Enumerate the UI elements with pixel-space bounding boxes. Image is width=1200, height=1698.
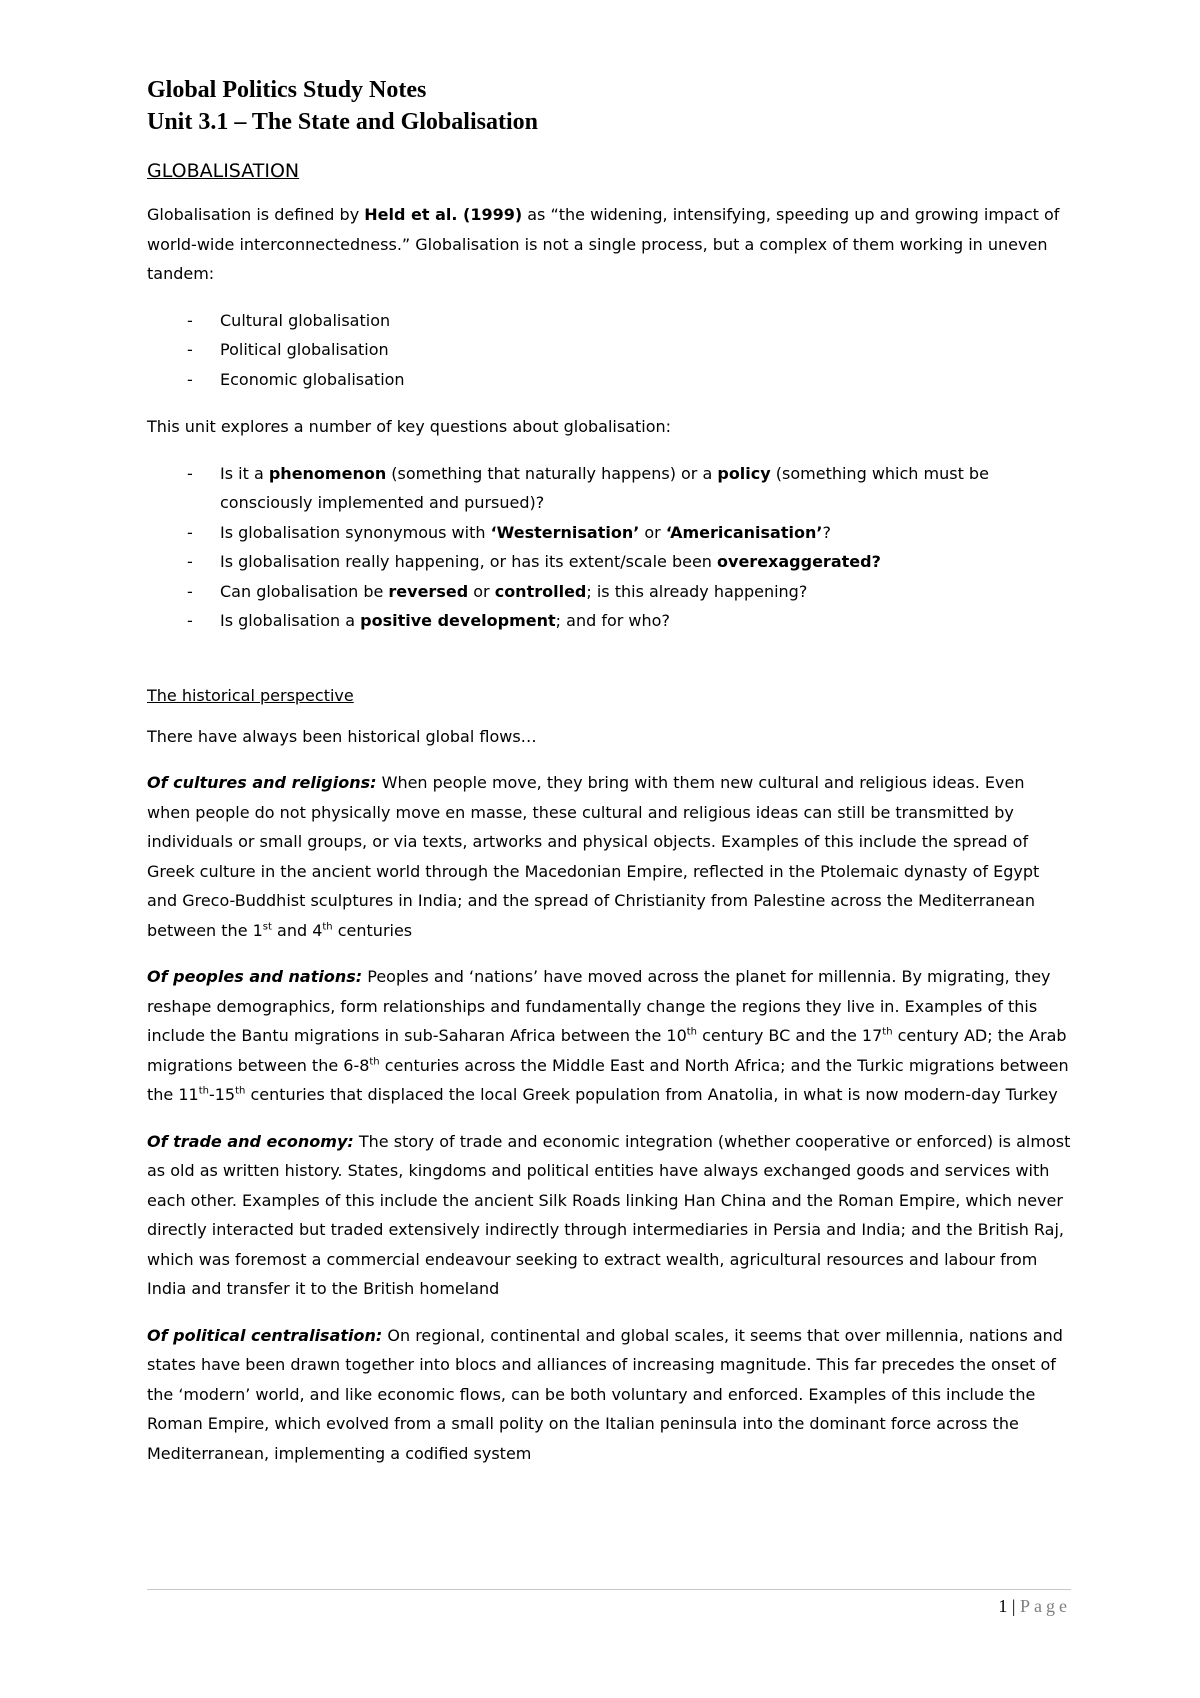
document-title — [147, 74, 1071, 138]
bold-text: reversed — [388, 581, 469, 601]
bold-text: Held et al. (1999) — [364, 205, 523, 224]
text-run: Peoples and ‘nations’ have moved across the planet for millennia. By migrating, they reshape demographics, form relationships and fundamentally change the regions they live in. Examples of this include the Bantu migrations in sub-Saharan Africa between the 10 — [147, 967, 1051, 1045]
dash-bullet: - — [187, 552, 193, 571]
text-run: or — [639, 522, 666, 542]
list-item — [147, 365, 1071, 395]
text-run: The story of trade and economic integration (whether cooperative or enforced) is almost as old as written history. States, kingdoms and political entities have always exchanged goods and services with each other. Examples of this include the ancient Silk Roads linking Han China and the Roman Empire, which never directly interacted but traded extensively indirectly through intermediaries in Persia and India; and the British Raj, which was foremost a commercial endeavour seeking to extract wealth, agricultural resources and labour from India and transfer it to the British homeland — [147, 1131, 1071, 1298]
paragraph-political — [147, 1321, 1071, 1469]
list-item — [147, 547, 1071, 577]
text-run: Is globalisation a — [220, 611, 361, 630]
bold-text: controlled — [494, 581, 587, 601]
text-run: On regional, continental and global scales, it seems that over millennia, nations and states have been drawn together into blocs and alliances of increasing magnitude. This far precedes the onset of the ‘modern’ world, and like economic flows, can be both voluntary and enforced. Examples of this include the Roman Empire, which evolved from a small polity on the Italian peninsula into the dominant force across the Mediterranean, implementing a codified system — [147, 1325, 1063, 1463]
dash-bullet: - — [187, 522, 193, 542]
section-heading-globalisation: GLOBALISATION — [147, 160, 300, 182]
list-item-text: Economic globalisation — [220, 369, 405, 389]
page-footer — [998, 1594, 1071, 1618]
superscript: th — [369, 1056, 380, 1068]
list-item — [147, 606, 1071, 636]
superscript: th — [686, 1026, 698, 1038]
list-item — [147, 577, 1071, 607]
list-item — [147, 306, 1071, 336]
footer-separator: | — [1007, 1596, 1020, 1616]
footer-divider — [147, 1589, 1071, 1590]
dash-bullet: - — [187, 369, 193, 389]
list-item-text: Cultural globalisation — [220, 310, 391, 330]
dash-bullet: - — [187, 581, 193, 601]
paragraph-trade — [147, 1127, 1071, 1304]
superscript: th — [198, 1085, 209, 1097]
dash-bullet: - — [187, 611, 193, 630]
text-run: centuries — [332, 920, 413, 940]
text-run: Can globalisation be — [220, 581, 389, 601]
text-run: or — [468, 581, 495, 601]
paragraph-label: Of political centralisation: — [147, 1325, 383, 1345]
subsection-heading-historical: The historical perspective — [147, 685, 354, 705]
paragraph-label: Of peoples and nations: — [147, 967, 363, 986]
text-run: Is globalisation synonymous with — [220, 522, 491, 542]
text-run: Is globalisation really happening, or has its extent/scale been — [220, 552, 718, 571]
bold-text: overexaggerated? — [717, 552, 881, 571]
text-run: ? — [822, 522, 831, 542]
bold-text: ‘Americanisation’ — [665, 522, 823, 542]
superscript: th — [882, 1026, 893, 1038]
text-run: century BC and the 17 — [697, 1026, 883, 1045]
paragraph-cultures — [147, 768, 1071, 945]
paragraph-peoples — [147, 962, 1071, 1110]
text-run: (something that naturally happens) or a — [386, 463, 718, 483]
text-run: ; and for who? — [555, 611, 670, 630]
text-run: (something which must be consciously implemented and pursued)? — [220, 463, 989, 512]
bold-text: ‘Westernisation’ — [490, 522, 640, 542]
bold-text: positive development — [360, 611, 556, 630]
superscript: th — [235, 1085, 246, 1097]
title-line-2: Unit 3.1 – The State and Globalisation — [147, 109, 538, 135]
text-run: When people move, they bring with them new cultural and religious ideas. Even when people do not physically move en masse, these cultural and religious ideas can still be transmitted by individuals or small groups, or via texts, artworks and physical objects. Examples of this include the spread of Greek culture in the ancient world through the Macedonian Empire, reflected in the Ptolemaic dynasty of Egypt and Greco-Buddhist sculptures in India; and the spread of Christianity from Palestine across the Mediterranean between the 1 — [147, 773, 1040, 940]
dash-bullet: - — [187, 310, 193, 330]
key-questions-list — [147, 459, 1071, 636]
globalisation-definition — [147, 200, 1071, 289]
page-content — [147, 74, 1071, 1485]
historical-intro: There have always been historical global flows… — [147, 726, 537, 746]
text-run: Is it a — [220, 463, 269, 483]
bold-text: policy — [717, 463, 771, 483]
paragraph-label: Of cultures and religions: — [147, 773, 377, 792]
text-run: ; is this already happening? — [586, 581, 808, 601]
page-number: 1 — [998, 1596, 1008, 1616]
dash-bullet: - — [187, 340, 193, 359]
text-run: century AD; the Arab migrations between the 6-8 — [147, 1026, 1067, 1075]
list-item — [147, 335, 1071, 365]
dash-bullet: - — [187, 463, 193, 483]
page-label: Page — [1020, 1596, 1071, 1616]
list-item-text: Political globalisation — [220, 340, 389, 359]
superscript: st — [262, 921, 272, 933]
text-run: centuries that displaced the local Greek population from Anatolia, in what is now modern-day Turkey — [245, 1085, 1058, 1104]
text-run: and 4 — [271, 920, 323, 940]
text-run: -15 — [208, 1085, 236, 1104]
globalisation-types-list — [147, 306, 1071, 395]
text-run: Globalisation is defined by — [147, 205, 365, 224]
list-item — [147, 459, 1071, 518]
title-line-1: Global Politics Study Notes — [147, 77, 427, 103]
paragraph-label: Of trade and economy: — [147, 1131, 354, 1151]
questions-intro: This unit explores a number of key questions about globalisation: — [147, 417, 672, 436]
list-item — [147, 518, 1071, 548]
text-run: centuries across the Middle East and North Africa; and the Turkic migrations between the 11 — [147, 1055, 1069, 1104]
superscript: th — [322, 921, 333, 933]
text-run: as “the widening, intensifying, speeding up and growing impact of world-wide interconnectedness.” Globalisation is not a single process, but a complex of them working in uneven tandem: — [147, 205, 1060, 283]
bold-text: phenomenon — [268, 463, 387, 483]
